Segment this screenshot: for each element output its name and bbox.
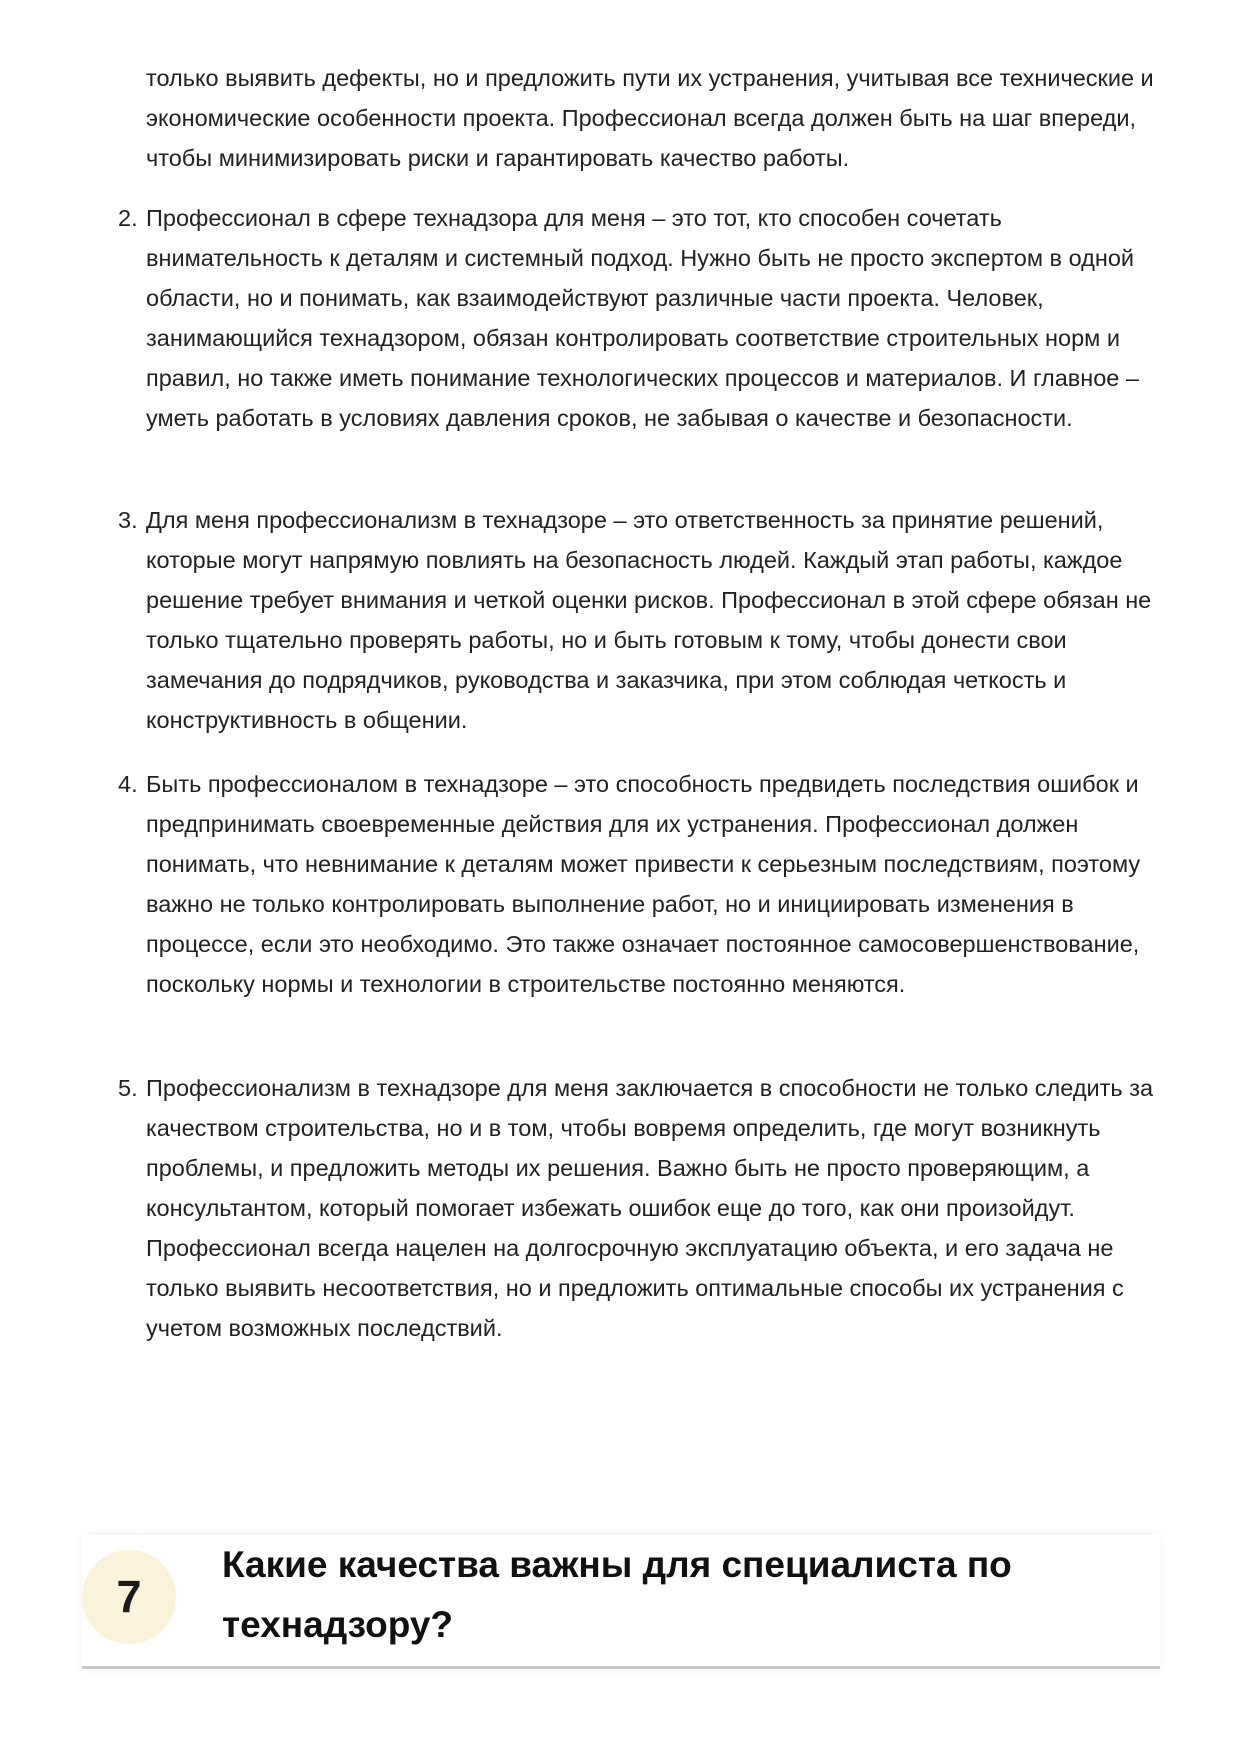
list-item-text: Профессионализм в технадзоре для меня заключается в способности не только следить за качеством строительства, но и в том, чтобы вовремя определить, где могут возникнуть проблемы, и предложить методы их решения. Важно быть не просто проверяющим, а консультантом, который помогает избежать ошибок еще до того, как они произойдут. Профессионал всегда нацелен на долгосрочную эксплуатацию объекта, и его задача не только выявить несоответствия, но и предложить оптимальные способы их устранения с учетом возможных последствий. (146, 1075, 1154, 1341)
question-number-badge: 7 (82, 1550, 176, 1644)
question-heading-card (82, 1535, 1160, 1669)
list-item-number: 2. (118, 205, 138, 231)
list-item (118, 764, 1166, 1004)
list-item-number: 5. (118, 1075, 138, 1101)
answer-1-continuation: только выявить дефекты, но и предложить пути их устранения, учитывая все технические и экономические особенности проекта. Профессионал всегда должен быть на шаг впереди, чтобы минимизировать риски и гарантировать качество работы. (146, 65, 1154, 171)
question-title: Какие качества важны для специалиста по технадзору? (222, 1544, 1012, 1645)
list-item-text: Быть профессионалом в технадзоре – это способность предвидеть последствия ошибок и предпринимать своевременные действия для их устранения. Профессионал должен понимать, что невнимание к деталям может привести к серьезным последствиям, поэтому важно не только контролировать выполнение работ, но и инициировать изменения в процессе, если это необходимо. Это также означает постоянное самосовершенствование, поскольку нормы и технологии в строительстве постоянно меняются. (146, 771, 1141, 997)
list-item-text: Для меня профессионализм в технадзоре – это ответственность за принятие решений, которые могут напрямую повлиять на безопасность людей. Каждый этап работы, каждое решение требует внимания и четкой оценки рисков. Профессионал в этой сфере обязан не только тщательно проверять работы, но и быть готовым к тому, чтобы донести свои замечания до подрядчиков, руководства и заказчика, при этом соблюдая четкость и конструктивность в общении. (146, 507, 1152, 733)
list-item-text: Профессионал в сфере технадзора для меня – это тот, кто способен сочетать внимательность к деталям и системный подход. Нужно быть не просто экспертом в одной области, но и понимать, как взаимодействуют различные части проекта. Человек, занимающийся технадзором, обязан контролировать соответствие строительных норм и правил, но также иметь понимание технологических процессов и материалов. И главное – уметь работать в условиях давления сроков, не забывая о качестве и безопасности. (146, 205, 1139, 431)
list-item-number: 3. (118, 507, 138, 533)
list-item (118, 500, 1166, 740)
list-item (118, 1068, 1166, 1348)
list-item (118, 198, 1166, 438)
list-item-number: 4. (118, 771, 138, 797)
